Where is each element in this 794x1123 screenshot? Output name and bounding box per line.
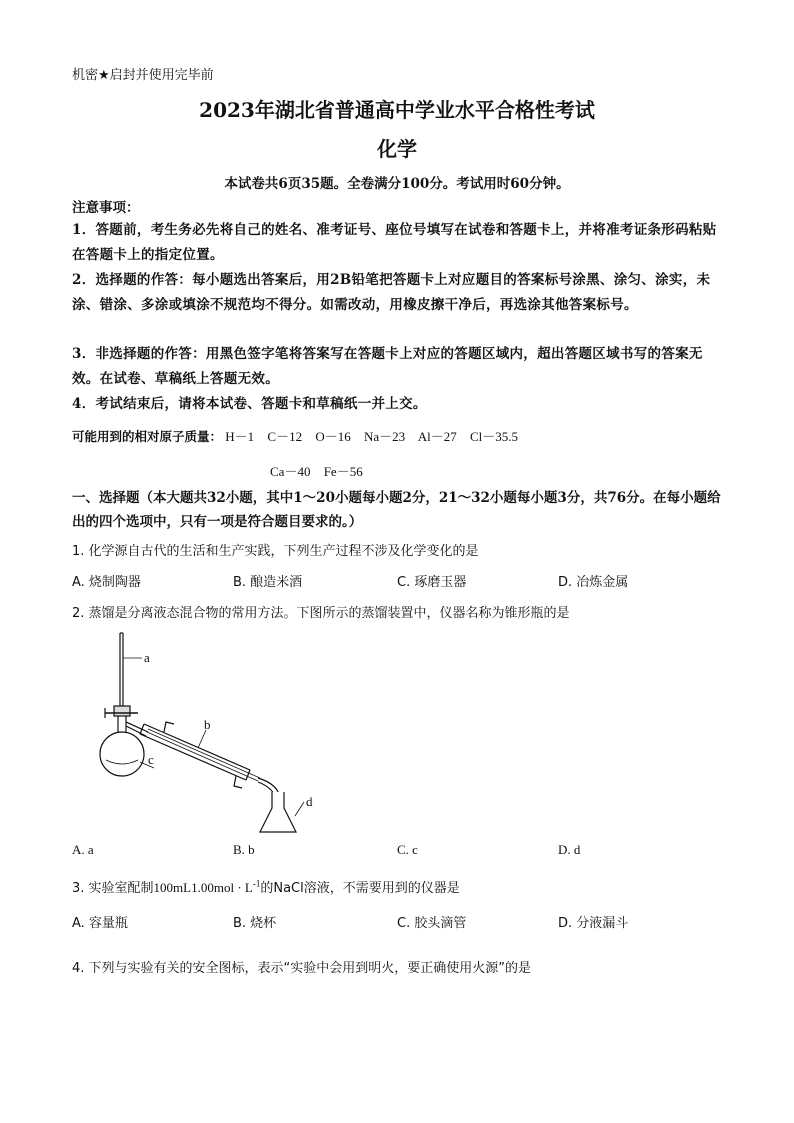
q3-option-c: C. 胶头滴管	[397, 916, 467, 931]
mass-al: Al－27	[417, 429, 457, 444]
q4-stem: 4. 下列与实验有关的安全图标，表示“实验中会用到明火，要正确使用火源”的是	[72, 961, 532, 976]
mass-c: C－12	[267, 429, 303, 444]
subject-title: 化学	[377, 137, 417, 161]
mass-fe: Fe－56	[323, 464, 363, 479]
mass-cl: Cl－35.5	[469, 429, 518, 444]
q2-option-d: D. d	[558, 842, 581, 857]
figure-label-c: c	[148, 752, 154, 767]
q2-stem: 2. 蒸馏是分离液态混合物的常用方法。下图所示的蒸馏装置中，仪器名称为锥形瓶的是	[72, 606, 570, 621]
mass-h: H－1	[225, 429, 255, 444]
section1-heading: 一、选择题（本大题共32小题，其中1～20小题每小题2分，21～32小题每小题3分，共76分。在每小题给出的四个选项中，只有一项是符合题目要求的。）	[72, 490, 721, 530]
q3-stem	[72, 877, 722, 896]
q2-option-c: C. c	[397, 842, 418, 857]
q1-option-b: B. 酿造米酒	[233, 575, 303, 590]
atomic-masses-row2	[270, 461, 373, 480]
exam-info: 本试卷共6页35题。全卷满分100分。考试用时60分钟。	[224, 176, 570, 192]
q1-option-a: A. 烧制陶器	[72, 575, 141, 590]
atomic-masses-label: 可能用到的相对原子质量：	[72, 429, 223, 444]
mass-na: Na－23	[363, 429, 406, 444]
notice-item-3: 3．非选择题的作答：用黑色签字笔将答案写在答题卡上对应的答题区域内，超出答题区域书写的答案无效。在试卷、草稿纸上答题无效。	[72, 346, 703, 387]
figure-label-b: b	[204, 717, 211, 732]
q3-stem-suffix: 的NaCl溶液，不需要用到的仪器是	[260, 881, 460, 896]
q3-stem-prefix: 3. 实验室配制	[72, 881, 154, 896]
q1-option-d: D. 冶炼金属	[558, 575, 629, 590]
q2-option-b: B. b	[233, 842, 255, 857]
q3-stem-sup: -1	[252, 878, 261, 889]
q2-option-a: A. a	[72, 842, 94, 857]
atomic-masses-row1	[72, 426, 528, 445]
mass-ca: Ca－40	[270, 464, 311, 479]
q3-stem-formula: 100mL1.00mol · L	[153, 880, 253, 895]
q1-stem: 1. 化学源自古代的生活和生产实践，下列生产过程不涉及化学变化的是	[72, 544, 479, 559]
q3-option-a: A. 容量瓶	[72, 916, 128, 931]
notice-item-4: 4．考试结束后，请将本试卷、答题卡和草稿纸一并上交。	[72, 396, 427, 412]
exam-title: 2023年湖北省普通高中学业水平合格性考试	[199, 98, 595, 122]
q3-option-b: B. 烧杯	[233, 916, 277, 931]
distillation-apparatus-figure	[90, 628, 350, 838]
notice-item-2: 2．选择题的作答：每小题选出答案后，用2B铅笔把答题卡上对应题目的答案标号涂黑、涂匀、涂实，未涂、错涂、多涂或填涂不规范均不得分。如需改动，用橡皮擦干净后，再选涂其他答案标号。	[72, 272, 711, 313]
figure-label-a: a	[144, 650, 150, 665]
secret-label: 机密★启封并使用完毕前	[72, 68, 214, 83]
q1-option-c: C. 琢磨玉器	[397, 575, 467, 590]
q3-option-d: D. 分液漏斗	[558, 916, 629, 931]
notice-heading: 注意事项：	[72, 200, 140, 216]
figure-label-d: d	[306, 794, 313, 809]
notice-item-1: 1．答题前，考生务必先将自己的姓名、准考证号、座位号填写在试卷和答题卡上，并将准考证条形码粘贴在答题卡上的指定位置。	[72, 222, 717, 263]
mass-o: O－16	[315, 429, 351, 444]
